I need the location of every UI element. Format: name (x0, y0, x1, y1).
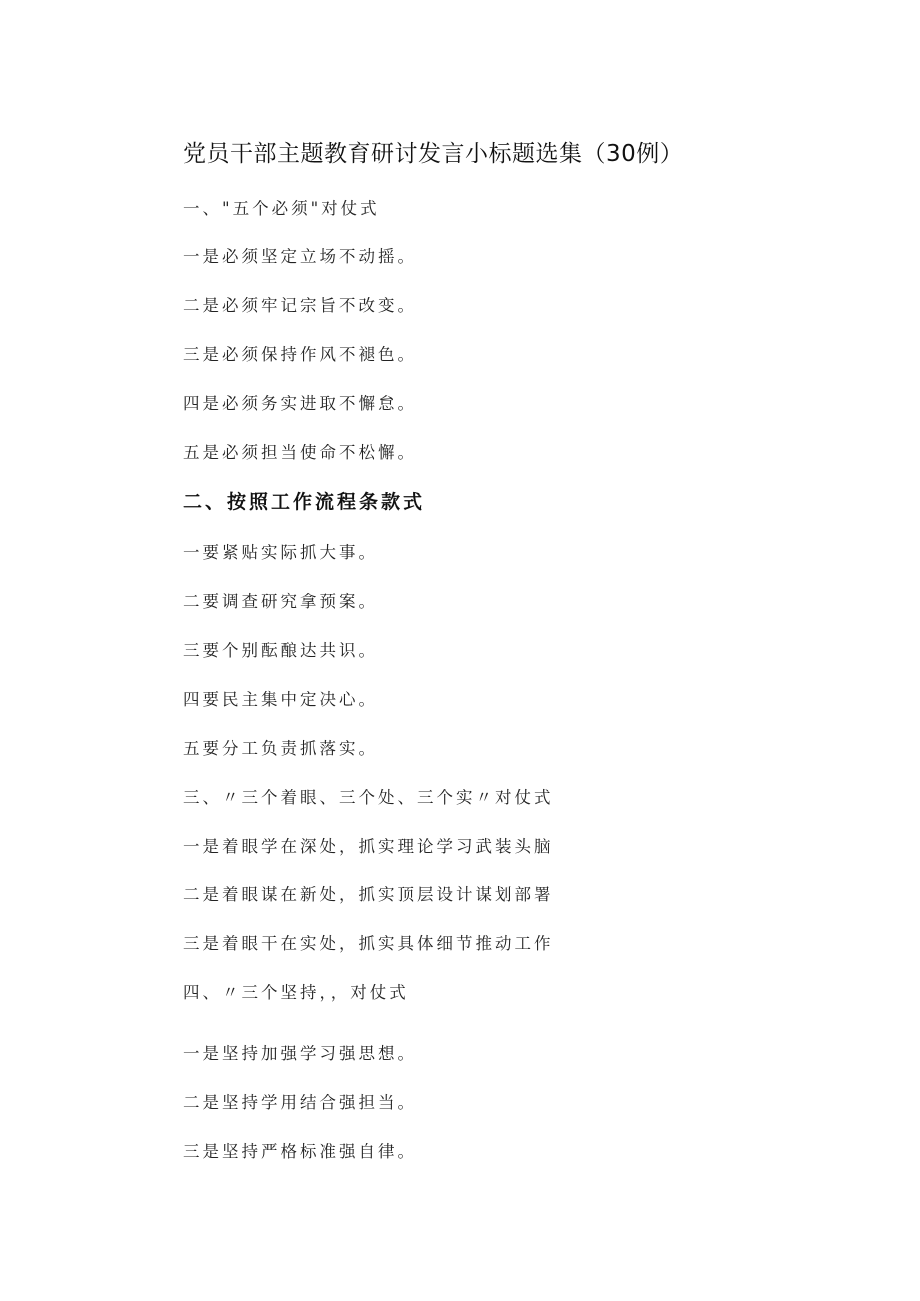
section-heading-4: 四、〃三个坚持，，对仗式 (183, 983, 409, 1002)
list-item: 二是坚持学用结合强担当。 (183, 1093, 417, 1112)
list-item: 四要民主集中定决心。 (183, 690, 378, 709)
list-item: 一是坚持加强学习强思想。 (183, 1044, 417, 1063)
list-item: 一是着眼学在深处，抓实理论学习武装头脑 (183, 837, 554, 856)
list-item: 三是坚持严格标准强自律。 (183, 1142, 417, 1161)
list-item: 二要调查研究拿预案。 (183, 592, 378, 611)
list-item: 三要个别酝酿达共识。 (183, 641, 378, 660)
section-heading-3: 三、〃三个着眼、三个处、三个实〃对仗式 (183, 788, 554, 807)
list-item: 四是必须务实进取不懈怠。 (183, 394, 417, 413)
list-item: 二是必须牢记宗旨不改变。 (183, 296, 417, 315)
document-title: 党员干部主题教育研讨发言小标题选集（30例） (183, 141, 684, 167)
section-heading-2: 二、按照工作流程条款式 (183, 491, 426, 513)
list-item: 一要紧贴实际抓大事。 (183, 543, 378, 562)
list-item: 五是必须担当使命不松懈。 (183, 443, 417, 462)
list-item: 二是着眼谋在新处，抓实顶层设计谋划部署 (183, 885, 554, 904)
list-item: 三是必须保持作风不褪色。 (183, 345, 417, 364)
list-item: 五要分工负责抓落实。 (183, 739, 378, 758)
section-heading-1: 一、"五个必须"对仗式 (183, 199, 380, 218)
list-item: 一是必须坚定立场不动摇。 (183, 247, 417, 266)
list-item: 三是着眼干在实处，抓实具体细节推动工作 (183, 934, 554, 953)
